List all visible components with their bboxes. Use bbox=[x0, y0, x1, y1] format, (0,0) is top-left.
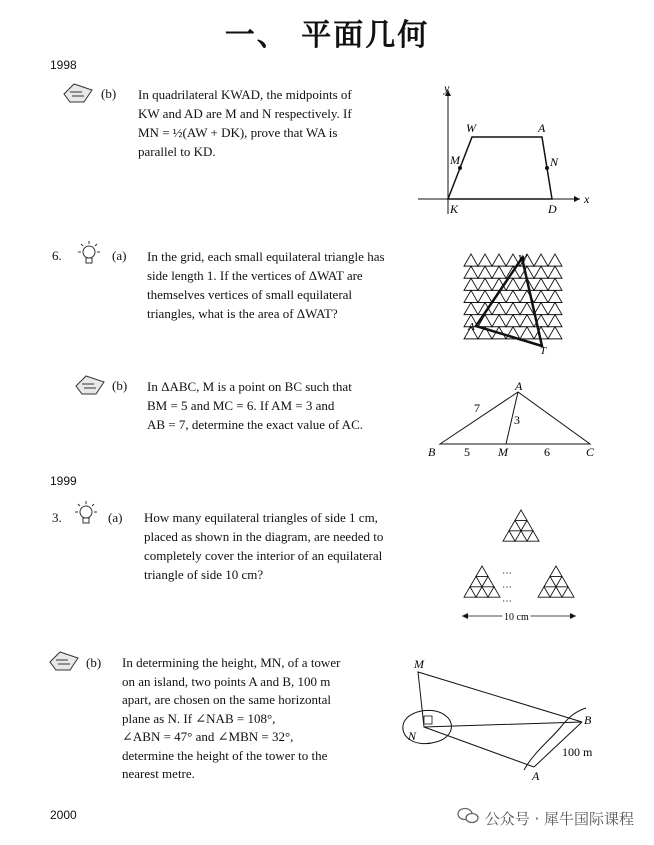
grid-cell bbox=[534, 254, 548, 266]
lightbulb-icon bbox=[75, 240, 103, 268]
axis-y-label: y bbox=[444, 82, 450, 95]
text-line: determine the height of the tower to the bbox=[122, 747, 328, 763]
wechat-icon bbox=[457, 807, 479, 829]
grid-cell bbox=[534, 302, 548, 314]
part-label: (a) bbox=[112, 248, 127, 263]
grid-cell bbox=[492, 315, 506, 327]
axis-x-label: x bbox=[584, 192, 590, 206]
grid-cell bbox=[478, 278, 492, 290]
grid-cell bbox=[520, 327, 534, 339]
point-B: B bbox=[584, 713, 592, 727]
vertex-A: A bbox=[468, 321, 475, 333]
tile bbox=[464, 587, 476, 597]
text-line: side length 1. If the vertices of ΔWAT are bbox=[147, 268, 363, 283]
grid-cell bbox=[548, 315, 562, 327]
tile bbox=[476, 566, 488, 576]
vertex-A: A bbox=[515, 379, 523, 393]
text-line: themselves vertices of small equilateral bbox=[147, 287, 353, 302]
triangle-grid-figure bbox=[462, 250, 566, 358]
side-length-label: 10 cm bbox=[504, 612, 529, 623]
text-line: In determining the height, MN, of a tower bbox=[122, 655, 341, 670]
vertex-B: B bbox=[428, 445, 436, 459]
problem-text-6a bbox=[147, 247, 392, 323]
text-line: apart, are chosen on the same horizontal bbox=[122, 692, 331, 707]
hand-pointer-icon bbox=[74, 372, 108, 398]
point-N: N bbox=[408, 729, 417, 743]
grid-cell bbox=[520, 315, 534, 327]
hand-pointer-icon bbox=[62, 80, 96, 106]
vertex-A: A bbox=[538, 121, 546, 135]
grid-cell bbox=[478, 266, 492, 278]
text-line: MN = ½(AW + DK), prove that WA is bbox=[138, 125, 338, 140]
distance-label: 100 m bbox=[562, 745, 593, 759]
grid-cell bbox=[464, 278, 478, 290]
tiling-figure bbox=[456, 506, 586, 628]
part-label: (a) bbox=[108, 510, 123, 525]
vertex-N: N bbox=[550, 155, 559, 169]
question-number: 6. bbox=[52, 248, 62, 263]
grid-cell bbox=[464, 254, 478, 266]
part-label: (b) bbox=[112, 378, 128, 393]
vertex-T: T bbox=[540, 345, 547, 357]
tile bbox=[550, 587, 562, 597]
vertex-K: K bbox=[450, 202, 459, 216]
part-label: (b) bbox=[86, 655, 102, 670]
problem-text-3b bbox=[122, 654, 372, 784]
triangle-abc-figure bbox=[420, 378, 610, 462]
grid-cell bbox=[506, 290, 520, 302]
text-line: on an island, two points A and B, 100 m bbox=[122, 673, 331, 689]
quadrilateral-figure bbox=[410, 82, 600, 222]
svg-text:⋯: ⋯ bbox=[502, 568, 512, 579]
part-label: (b) bbox=[101, 86, 117, 101]
length-AB: 7 bbox=[474, 401, 480, 415]
length-MC: 6 bbox=[544, 445, 550, 459]
svg-text:⋯: ⋯ bbox=[502, 596, 512, 607]
grid-cell bbox=[506, 315, 520, 327]
grid-cell bbox=[534, 278, 548, 290]
grid-cell bbox=[506, 302, 520, 314]
grid-cell bbox=[548, 254, 562, 266]
text-line: AB = 7, determine the exact value of AC. bbox=[147, 417, 363, 432]
grid-cell bbox=[548, 290, 562, 302]
grid-cell bbox=[492, 266, 506, 278]
tile bbox=[470, 576, 482, 586]
page-title: 一、 平面几何 bbox=[224, 18, 430, 53]
svg-text:⋯: ⋯ bbox=[502, 582, 512, 593]
year-label-1998: 1998 bbox=[50, 58, 77, 72]
text-line: triangle of side 10 cm? bbox=[144, 567, 264, 582]
watermark-text: 公众号 · 犀牛国际课程 bbox=[484, 809, 634, 828]
text-line: In quadrilateral KWAD, the midpoints of bbox=[138, 87, 352, 102]
text-line: KW and AD are M and N respectively. If bbox=[138, 106, 352, 121]
grid-cell bbox=[464, 266, 478, 278]
tower-figure bbox=[394, 652, 609, 784]
tile bbox=[488, 587, 500, 597]
text-line: How many equilateral triangles of side 1 cm, bbox=[144, 510, 378, 525]
watermark bbox=[457, 807, 634, 829]
grid-cell bbox=[464, 290, 478, 302]
vertex-D: D bbox=[548, 202, 557, 216]
tile bbox=[556, 576, 568, 586]
tile bbox=[562, 587, 574, 597]
tile bbox=[544, 576, 556, 586]
lightbulb-icon bbox=[72, 500, 100, 528]
problem-text-6b bbox=[147, 377, 392, 434]
grid-cell bbox=[548, 327, 562, 339]
text-line: BM = 5 and MC = 6. If AM = 3 and bbox=[147, 398, 335, 413]
tile bbox=[476, 587, 488, 597]
tile bbox=[503, 531, 515, 541]
tile bbox=[509, 520, 521, 530]
grid-cell bbox=[478, 254, 492, 266]
grid-cell bbox=[534, 266, 548, 278]
vertex-M: M bbox=[450, 153, 460, 167]
text-line: placed as shown in the diagram, are needed to bbox=[144, 529, 384, 544]
grid-cell bbox=[492, 302, 506, 314]
tile bbox=[482, 576, 494, 586]
text-line: plane as N. If ∠NAB = 108°, bbox=[122, 710, 276, 726]
text-line: In the grid, each small equilateral triangle has bbox=[147, 249, 385, 264]
tile bbox=[527, 531, 539, 541]
question-number: 3. bbox=[52, 510, 62, 525]
year-label-1999: 1999 bbox=[50, 474, 77, 488]
tile bbox=[538, 587, 550, 597]
problem-text-1998b bbox=[138, 85, 383, 161]
text-line: In ΔABC, M is a point on BC such that bbox=[147, 379, 352, 394]
vertex-C: C bbox=[586, 445, 595, 459]
grid-cell bbox=[548, 278, 562, 290]
text-line: ∠ABN = 47° and ∠MBN = 32°, bbox=[122, 729, 294, 744]
grid-cell bbox=[492, 254, 506, 266]
tile bbox=[550, 566, 562, 576]
grid-cell bbox=[464, 302, 478, 314]
point-A: A bbox=[532, 769, 540, 783]
text-line: nearest metre. bbox=[122, 766, 195, 781]
length-BM: 5 bbox=[464, 445, 470, 459]
point-M: M bbox=[414, 657, 424, 671]
vertex-M: M bbox=[498, 445, 508, 459]
problem-text-3a bbox=[144, 508, 404, 584]
grid-cell bbox=[548, 302, 562, 314]
text-line: parallel to KD. bbox=[138, 144, 216, 159]
hand-pointer-icon bbox=[48, 648, 82, 674]
year-label-2000: 2000 bbox=[50, 808, 77, 822]
tile bbox=[515, 531, 527, 541]
text-line: completely cover the interior of an equilateral bbox=[144, 548, 383, 563]
tile bbox=[521, 520, 533, 530]
grid-cell bbox=[548, 266, 562, 278]
tile bbox=[515, 510, 527, 520]
grid-cell bbox=[478, 290, 492, 302]
text-line: triangles, what is the area of ΔWAT? bbox=[147, 306, 338, 321]
grid-cell bbox=[534, 290, 548, 302]
vertex-W: W bbox=[466, 121, 476, 135]
vertex-W: W bbox=[518, 253, 528, 265]
length-AM: 3 bbox=[514, 413, 520, 427]
